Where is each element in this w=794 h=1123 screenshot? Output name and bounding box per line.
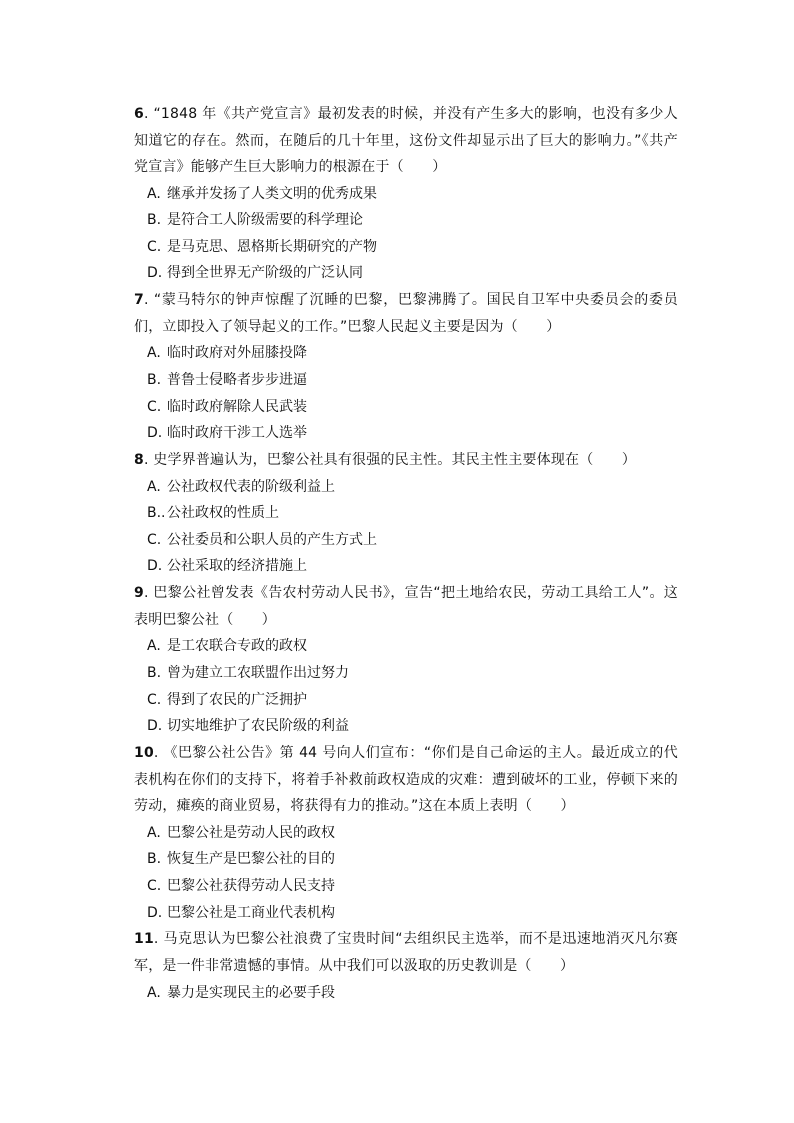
question-text: . 《巴黎公社公告》第 44 号向人们宣布：“你们是自己命运的主人。最近成立的代表机构在你们的支持下，将着手补救前政权造成的灾难：遭到破坏的工业，停顿下来的劳动，瘫痪的商业贸易，将获得有力的推动。”这在本质上表明（ ）	[134, 745, 678, 814]
question-number: 8	[134, 452, 144, 468]
question-text: . 马克思认为巴黎公社浪费了宝贵时间“去组织民主选举，而不是迅速地消灭凡尔赛军，是一件非常遗憾的事情。从中我们可以汲取的历史教训是（ ）	[134, 931, 678, 974]
question-10-option-c: C. 巴黎公社获得劳动人民支持	[147, 878, 335, 894]
question-6-option-d: D. 得到全世界无产阶级的广泛认同	[147, 265, 363, 281]
question-number: 7	[134, 292, 144, 308]
question-6-option-b: B. 是符合工人阶级需要的科学理论	[147, 212, 363, 228]
question-7-option-d: D. 临时政府干涉工人选举	[147, 425, 307, 441]
question-7-option-c: C. 临时政府解除人民武装	[147, 399, 307, 415]
question-9-option-b: B. 曾为建立工农联盟作出过努力	[147, 665, 349, 681]
question-text: . 史学界普遍认为，巴黎公社具有很强的民主性。其民主性主要体现在（ ）	[143, 452, 637, 468]
question-number: 9	[134, 585, 144, 601]
question-number: 10	[134, 745, 154, 761]
question-text: . “1848 年《共产党宣言》最初发表的时候，并没有产生多大的影响，也没有多少人知道它的存在。然而，在随后的几十年里，这份文件却显示出了巨大的影响力。”《共产党宣言》能够产生巨大影响力的根源在于（ ）	[134, 106, 678, 175]
question-10-stem	[118, 740, 678, 820]
question-8-option-d: D. 公社采取的经济措施上	[147, 558, 307, 574]
question-number: 11	[134, 931, 154, 947]
question-6-option-a: A. 继承并发扬了人类文明的优秀成果	[147, 186, 377, 202]
question-7-stem	[118, 287, 678, 340]
question-6-option-c: C. 是马克思、恩格斯长期研究的产物	[147, 239, 377, 255]
question-text: . “蒙马特尔的钟声惊醒了沉睡的巴黎，巴黎沸腾了。国民自卫军中央委员会的委员们，立即投入了领导起义的工作。”巴黎人民起义主要是因为（ ）	[134, 292, 678, 335]
question-11-stem	[118, 926, 678, 979]
question-8-option-c: C. 公社委员和公职人员的产生方式上	[147, 532, 377, 548]
question-9-option-d: D. 切实地维护了农民阶级的利益	[147, 718, 349, 734]
question-7-option-b: B. 普鲁士侵略者步步进逼	[147, 372, 307, 388]
question-9-stem	[118, 580, 678, 633]
question-10-option-b: B. 恢复生产是巴黎公社的目的	[147, 851, 335, 867]
question-9-option-a: A. 是工农联合专政的政权	[147, 638, 307, 654]
question-number: 6	[134, 106, 144, 122]
question-text: . 巴黎公社曾发表《告农村劳动人民书》，宣告“把土地给农民，劳动工具给工人”。这表明巴黎公社（ ）	[134, 585, 678, 628]
question-11-option-a: A. 暴力是实现民主的必要手段	[147, 985, 335, 1001]
question-8-option-b: B..公社政权的性质上	[147, 505, 279, 521]
question-10-option-a: A. 巴黎公社是劳动人民的政权	[147, 825, 335, 841]
question-10-option-d: D. 巴黎公社是工商业代表机构	[147, 905, 335, 921]
question-8-option-a: A. 公社政权代表的阶级利益上	[147, 479, 335, 495]
question-7-option-a: A. 临时政府对外屈膝投降	[147, 345, 307, 361]
question-6-stem	[118, 101, 678, 181]
question-8-stem	[118, 447, 678, 474]
question-9-option-c: C. 得到了农民的广泛拥护	[147, 692, 307, 708]
